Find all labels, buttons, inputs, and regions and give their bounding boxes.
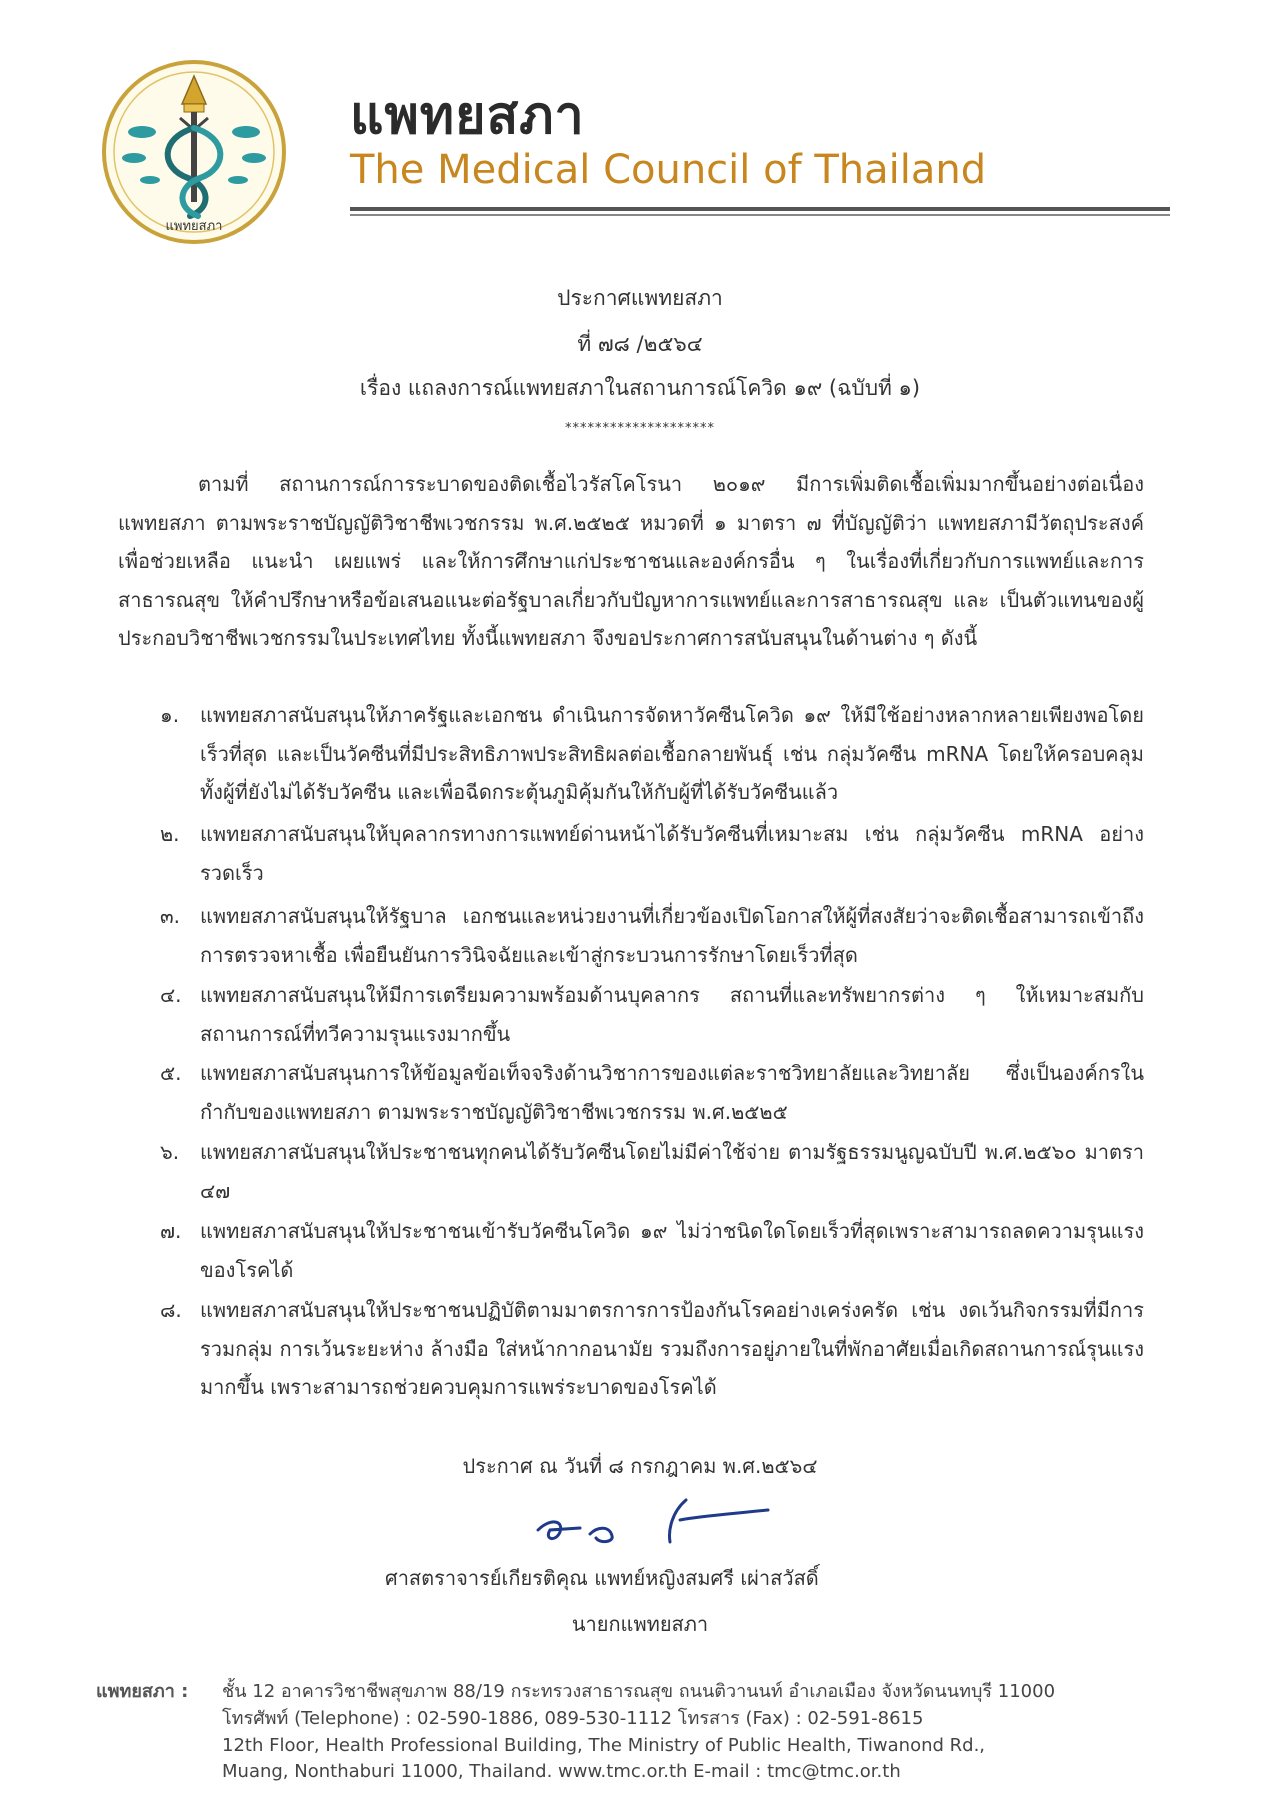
list-item [160,1212,1144,1289]
signer-name: ศาสตราจารย์เกียรติคุณ แพทย์หญิงสมศรี เผ่าสวัสดิ์ [385,1566,819,1590]
separator-stars: ******************** [565,421,715,436]
org-name-thai: แพทยสภา [350,86,585,146]
list-item [160,1133,1144,1210]
list-item-number: ๒. [160,822,180,846]
list-item-text: แพทยสภาสนับสนุนให้ภาครัฐและเอกชน ดำเนินการจัดหาวัคซีนโควิด ๑๙ ให้มีใช้อย่างหลากหลายเพียงพอโดยเร็วที่สุด และเป็นวัคซีนที่มีประสิทธิภาพประสิทธิผลต่อเชื้อกลายพันธุ์ เช่น กลุ่มวัคซีน mRNA โดยให้ครอบคลุมทั้งผู้ที่ยังไม่ได้รับวัคซีน และเพื่อฉีดกระตุ้นภูมิคุ้มกันให้กับผู้ที่ได้รับวัคซีนแล้ว [200,703,1144,804]
footer-label: แพทยสภา : [96,1681,189,1702]
list-item-number: ๖. [160,1140,180,1164]
signer-title: นายกแพทยสภา [571,1612,709,1636]
list-item-text: แพทยสภาสนับสนุนให้ประชาชนปฏิบัติตามมาตรการการป้องกันโรคอย่างเคร่งครัด เช่น งดเว้นกิจกรรมที่มีการรวมกลุ่ม การเว้นระยะห่าง ล้างมือ ใส่หน้ากากอนามัย รวมถึงการอยู่ภายในที่พักอาศัยเมื่อเกิดสถานการณ์รุนแรงมากขึ้น เพราะสามารถช่วยควบคุมการแพร่ระบาดของโรคได้ [200,1298,1144,1399]
list-item-text: แพทยสภาสนับสนุนให้รัฐบาล เอกชนและหน่วยงานที่เกี่ยวข้องเปิดโอกาสให้ผู้ที่สงสัยว่าจะติดเชื้อสามารถเข้าถึงการตรวจหาเชื้อ เพื่อยืนยันการวินิจฉัยและเข้าสู่กระบวนการรักษาโดยเร็วที่สุด [200,904,1144,967]
list-item-text: แพทยสภาสนับสนุนให้มีการเตรียมความพร้อมด้านบุคลากร สถานที่และทรัพยากรต่าง ๆ ให้เหมาะสมกับสถานการณ์ที่ทวีความรุนแรงมากขึ้น [200,983,1144,1046]
list-item-text: แพทยสภาสนับสนุนให้ประชาชนทุกคนได้รับวัคซีนโดยไม่มีค่าใช้จ่าย ตามรัฐธรรมนูญฉบับปี พ.ศ.๒๕๖๐ มาตรา ๔๗ [200,1140,1144,1203]
list-item-number: ๘. [160,1298,182,1322]
list-item [160,897,1144,974]
header-rule [350,207,1170,211]
svg-text:แพทยสภา: แพทยสภา [165,219,223,234]
list-item [160,696,1144,812]
footer-address-english: 12th Floor, Health Professional Building, The Ministry of Public Health, Tiwanond Rd., [222,1735,986,1756]
list-item-number: ๔. [160,983,182,1007]
list-item-text: แพทยสภาสนับสนุนให้บุคลากรทางการแพทย์ด่านหน้าได้รับวัคซีนที่เหมาะสม เช่น กลุ่มวัคซีน mRNA อย่างรวดเร็ว [200,822,1144,885]
list-item [160,1054,1144,1131]
list-item-text: แพทยสภาสนับสนุนการให้ข้อมูลข้อเท็จจริงด้านวิชาการของแต่ละราชวิทยาลัยและวิทยาลัย ซึ่งเป็นองค์กรในกำกับของแพทยสภา ตามพระราชบัญญัติวิชาชีพเวชกรรม พ.ศ.๒๕๒๕ [200,1061,1144,1124]
intro-paragraph: ตามที่ สถานการณ์การระบาดของติดเชื้อไวรัสโคโรนา ๒๐๑๙ มีการเพิ่มติดเชื้อเพิ่มมากขึ้นอย่างต่อเนื่อง แพทยสภา ตามพระราชบัญญัติวิชาชีพเวชกรรม พ.ศ.๒๕๒๕ หมวดที่ ๑ มาตรา ๗ ที่บัญญัติว่า แพทยสภามีวัตถุประสงค์ เพื่อช่วยเหลือ แนะนำ เผยแพร่ และให้การศึกษาแก่ประชาชนและองค์กรอื่น ๆ ในเรื่องที่เกี่ยวกับการแพทย์และการสาธารณสุข ให้คำปรึกษาหรือข้อเสนอแนะต่อรัฐบาลเกี่ยวกับปัญหาการแพทย์และการสาธารณสุข และ เป็นตัวแทนของผู้ประกอบวิชาชีพเวชกรรมในประเทศไทย ทั้งนี้แพทยสภา จึงขอประกาศการสนับสนุนในด้านต่าง ๆ ดังนี้ [118,472,1144,650]
list-item-number: ๕. [160,1061,182,1085]
medical-council-seal-icon [100,58,288,246]
list-item [160,1291,1144,1407]
footer-address-thai: ชั้น 12 อาคารวิชาชีพสุขภาพ 88/19 กระทรวงสาธารณสุข ถนนติวานนท์ อำเภอเมือง จังหวัดนนทบุรี 11000 [222,1681,1056,1702]
list-item-number: ๑. [160,703,180,727]
list-item-text: แพทยสภาสนับสนุนให้ประชาชนเข้ารับวัคซีนโควิด ๑๙ ไม่ว่าชนิดใดโดยเร็วที่สุดเพราะสามารถลดความรุนแรงของโรคได้ [200,1219,1144,1282]
header-rule-thin [350,214,1170,216]
footer-web-email: Muang, Nonthaburi 11000, Thailand. www.tmc.or.th E-mail : tmc@tmc.or.th [222,1761,901,1782]
announcement-heading: ประกาศแพทยสภา [557,286,723,310]
announcement-number: ที่ ๗๘ /๒๕๖๔ [577,332,703,356]
list-item-number: ๓. [160,904,181,928]
announcement-date: ประกาศ ณ วันที่ ๘ กรกฎาคม พ.ศ.๒๕๖๔ [462,1454,818,1478]
footer-phone-fax: โทรศัพท์ (Telephone) : 02-590-1886, 089-530-1112 โทรสาร (Fax) : 02-591-8615 [222,1708,924,1729]
org-name-english: The Medical Council of Thailand [350,147,987,193]
announcement-subject: เรื่อง แถลงการณ์แพทยสภาในสถานการณ์โควิด ๑๙ (ฉบับที่ ๑) [359,376,921,400]
list-item-number: ๗. [160,1219,182,1243]
list-item [160,815,1144,892]
list-item [160,976,1144,1053]
handwritten-signature [520,1490,780,1560]
